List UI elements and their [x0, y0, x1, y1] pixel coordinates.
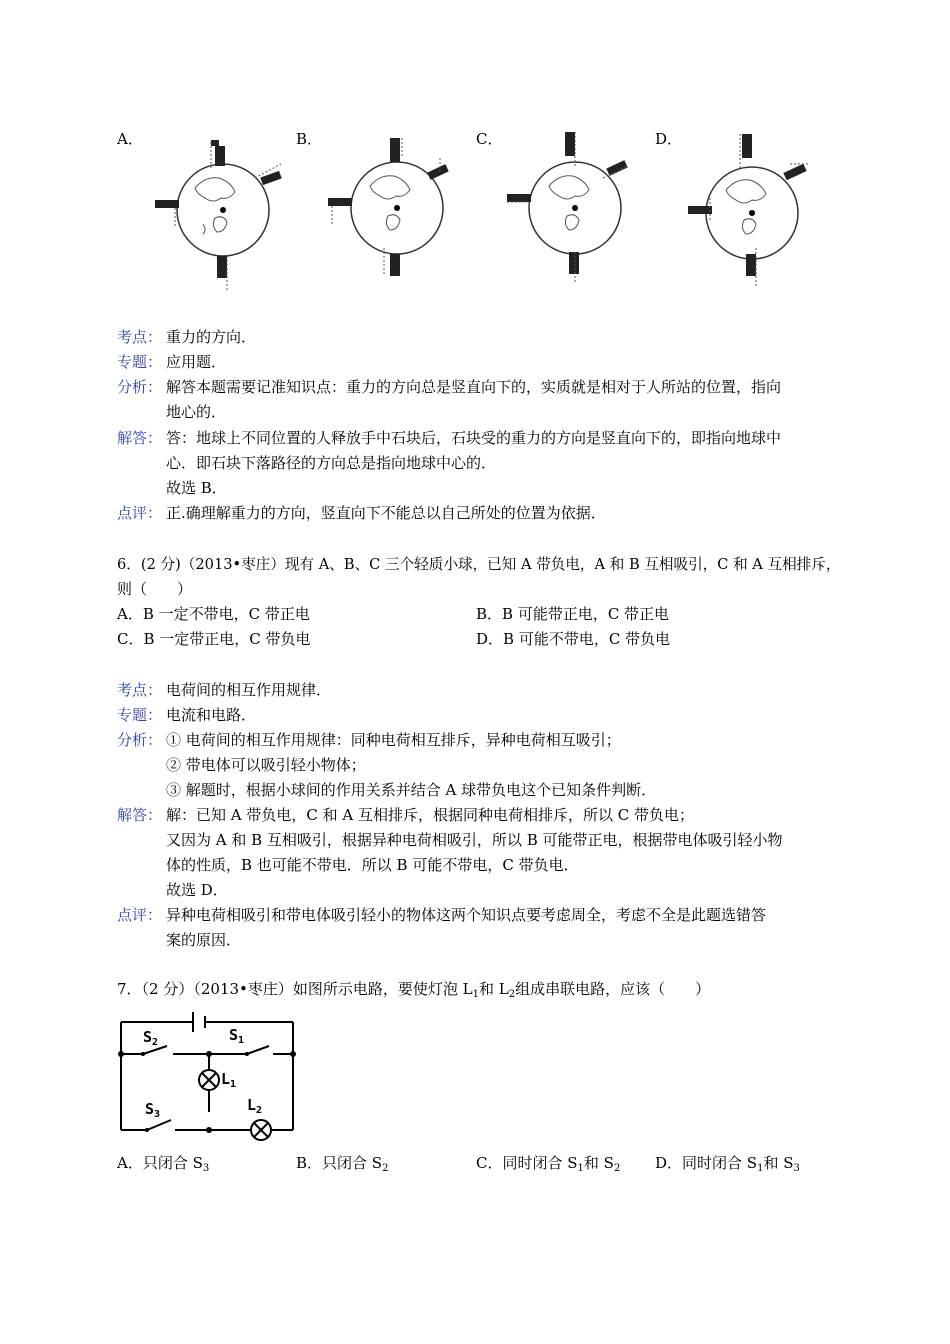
q6-kaodian-text: 电荷间的相互作用规律． [166, 681, 332, 699]
jieda-label: 解答： [117, 429, 163, 447]
label-l1: $L_1$ [221, 1070, 237, 1090]
circuit-diagram [117, 1010, 299, 1142]
q7-option-d-text: D．同时闭合 S [655, 1154, 758, 1172]
dianping-label: 点评： [117, 504, 163, 522]
earth-figure-b [322, 128, 472, 293]
q6-dianping-line-1: 异种电荷相吸引和带电体吸引轻小的物体这两个知识点要考虑周全，考虑不全是此题选错答 [166, 906, 767, 924]
fenxi-label: 分析： [117, 378, 163, 396]
kaodian-label: 考点： [117, 328, 163, 346]
q6-dianping-label: 点评： [117, 906, 163, 924]
q7-stem [117, 978, 710, 999]
q6-fenxi-line-1: ① 电荷间的相互作用规律：同种电荷相互排斥，异种电荷相互吸引； [166, 731, 621, 749]
q6-jieda-line-2: 又因为 A 和 B 互相吸引，根据异种电荷相吸引，所以 B 可能带正电，根据带电体吸引轻小物 [166, 831, 783, 849]
earth-figure-d [680, 128, 830, 293]
q7-option-d-sub-1: 1 [757, 1163, 764, 1174]
option-d-letter[interactable]: D． [655, 130, 683, 148]
q6-fenxi-line-2: ② 带电体可以吸引轻小物体； [166, 756, 366, 774]
earth-figure-a [145, 128, 295, 293]
q6-jieda-line-4: 故选 D． [166, 881, 228, 899]
q7-stem-pre: 7．（2 分）（2013•枣庄）如图所示电路，要使灯泡 L [117, 980, 473, 998]
label-l2: $L_2$ [247, 1096, 263, 1116]
q7-option-b-text: B．只闭合 S [296, 1154, 383, 1172]
earth-figure-c [503, 128, 653, 293]
q7-stem-sub-1: 1 [472, 989, 479, 1000]
option-b-letter[interactable]: B． [296, 130, 323, 148]
q7-option-b-sub: 2 [382, 1163, 389, 1174]
q7-option-b[interactable] [296, 1152, 388, 1173]
label-s1: $S_1$ [229, 1026, 245, 1046]
kaodian-text: 重力的方向． [166, 328, 257, 346]
q6-zhuanti-text: 电流和电路． [166, 706, 257, 724]
q7-option-c-text: C．同时闭合 S [476, 1154, 578, 1172]
q6-zhuanti-label: 专题： [117, 706, 163, 724]
jieda-line-3: 故选 B． [166, 479, 227, 497]
q6-jieda-line-1: 解：已知 A 带负电，C 和 A 互相排斥，根据同种电荷相排斥，所以 C 带负电； [166, 806, 694, 824]
q6-fenxi-line-3: ③ 解题时，根据小球间的作用关系并结合 A 球带负电这个已知条件判断． [166, 781, 657, 799]
q6-option-a[interactable]: A．B 一定不带电，C 带正电 [117, 605, 310, 623]
q6-option-d[interactable]: D．B 可能不带电，C 带负电 [476, 630, 671, 648]
option-a-letter[interactable]: A． [117, 130, 143, 148]
q7-option-c-sub-2: 2 [613, 1163, 621, 1174]
q6-option-c[interactable]: C．B 一定带正电，C 带负电 [117, 630, 311, 648]
q7-option-a-sub: 3 [202, 1163, 210, 1174]
option-c-letter[interactable]: C． [476, 130, 503, 148]
fenxi-line-2: 地心的． [166, 403, 227, 421]
jieda-line-2: 心．即石块下落路径的方向总是指向地球中心的． [166, 454, 497, 472]
q7-option-d[interactable] [655, 1152, 800, 1173]
q6-jieda-line-3: 体的性质，B 也可能不带电．所以 B 可能不带电，C 带负电． [166, 856, 579, 874]
label-s2: $S_2$ [143, 1028, 159, 1048]
dianping-text: 正.确理解重力的方向，竖直向下不能总以自己所处的位置为依据． [166, 504, 606, 522]
q6-option-b[interactable]: B．B 可能带正电，C 带正电 [476, 605, 670, 623]
q6-kaodian-label: 考点： [117, 681, 163, 699]
q7-option-d-sub-2: 3 [793, 1163, 800, 1174]
q6-stem-line-2: 则（ ） [117, 580, 193, 598]
fenxi-line-1: 解答本题需要记准知识点：重力的方向总是竖直向下的，实质就是相对于人所站的位置，指向 [166, 378, 782, 396]
q7-stem-mid: 和 L [478, 980, 509, 998]
zhuanti-label: 专题： [117, 353, 163, 371]
q7-option-a[interactable] [117, 1152, 209, 1173]
q7-option-c-mid: 和 S [583, 1154, 614, 1172]
q7-option-d-mid: 和 S [763, 1154, 794, 1172]
label-s3: $S_3$ [145, 1100, 161, 1120]
q7-option-a-text: A．只闭合 S [117, 1154, 203, 1172]
q6-jieda-label: 解答： [117, 806, 163, 824]
q7-stem-post: 组成串联电路，应该（ ） [515, 980, 711, 998]
q7-option-c-sub-1: 1 [577, 1163, 584, 1174]
q7-stem-sub-2: 2 [508, 989, 516, 1000]
q6-dianping-line-2: 案的原因． [166, 931, 242, 949]
q6-fenxi-label: 分析： [117, 731, 163, 749]
q7-option-c[interactable] [476, 1152, 620, 1173]
jieda-line-1: 答：地球上不同位置的人释放手中石块后，石块受的重力的方向是竖直向下的，即指向地球中 [166, 429, 782, 447]
q6-stem-line-1: 6．(2 分)（2013•枣庄）现有 A、B、C 三个轻质小球，已知 A 带负电，A 和 B 互相吸引，C 和 A 互相排斥， [117, 556, 841, 573]
zhuanti-text: 应用题． [166, 353, 227, 371]
